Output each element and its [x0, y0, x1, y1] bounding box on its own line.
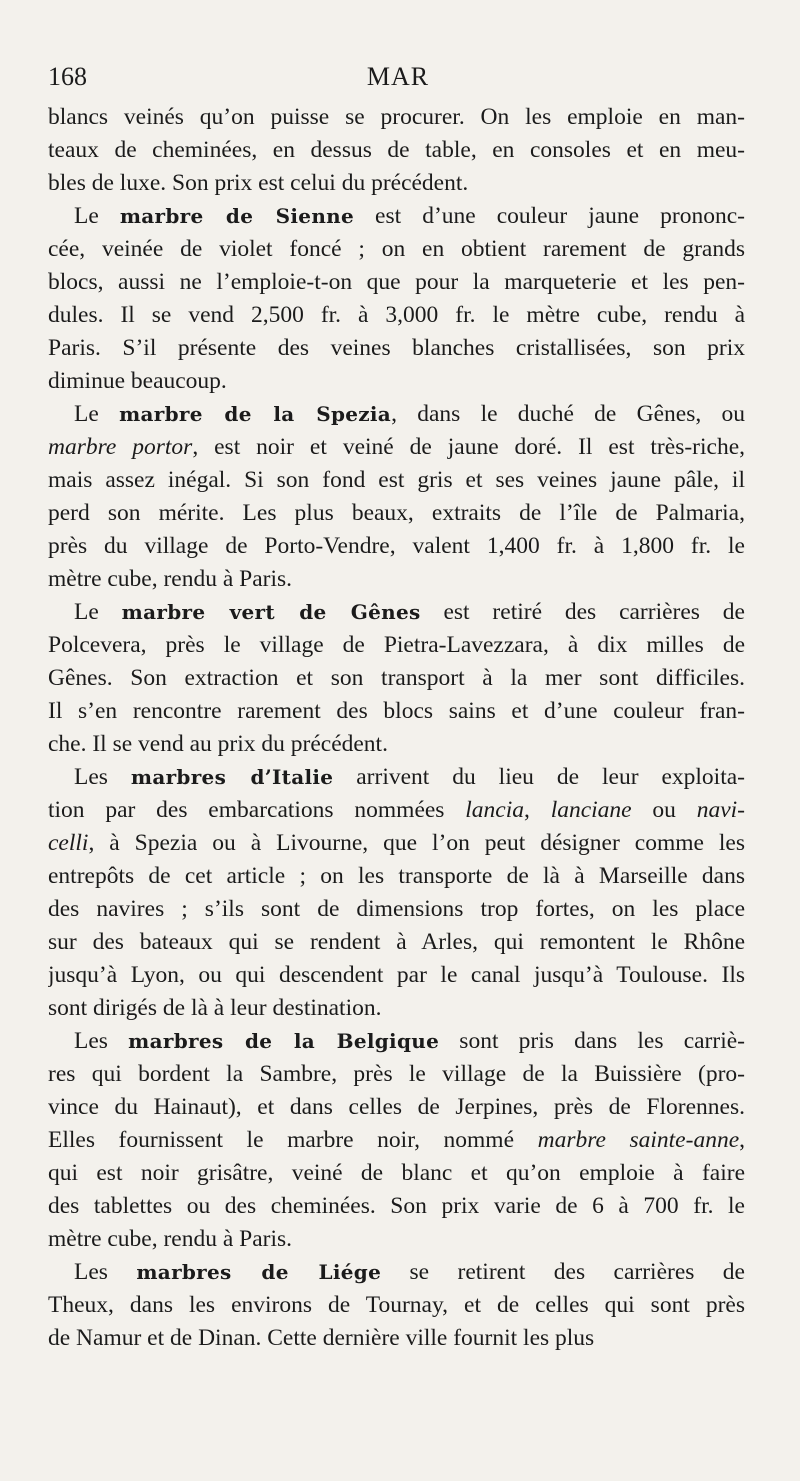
text-line — [48, 629, 745, 662]
text-line — [48, 530, 745, 563]
italic-term: marbre portor — [48, 434, 193, 460]
paragraph — [48, 761, 745, 1025]
text-run: Il s’en rencontre rarement des blocs sains et d’une couleur fran- — [48, 698, 745, 724]
text-line — [48, 596, 745, 629]
text-line — [48, 497, 745, 530]
text-run: jusqu’à Lyon, ou qui descendent par le canal jusqu’à Toulouse. Ils — [48, 962, 745, 988]
text-run: de Namur et de Dinan. Cette dernière ville fournit les plus — [48, 1325, 595, 1351]
text-line — [48, 332, 745, 365]
running-head: MAR — [366, 62, 430, 91]
text-run: Le — [74, 599, 122, 625]
italic-term: lanciane — [550, 797, 632, 823]
text-run: diminue beaucoup. — [48, 368, 227, 394]
text-run: Les — [74, 1259, 137, 1285]
text-run: se retirent des carrières de — [381, 1259, 745, 1285]
text-run: qui est noir grisâtre, veiné de blanc et qu’on emploie à faire — [48, 1160, 745, 1186]
paragraph — [48, 101, 745, 200]
italic-term: lancia — [465, 797, 524, 823]
text-run: sur des bateaux qui se rendent à Arles, qui remontent le Rhône — [48, 929, 745, 955]
text-run: tion par des embarcations nommées — [48, 797, 466, 823]
text-run: res qui bordent la Sambre, près le village de la Buissière (pro- — [48, 1061, 745, 1087]
text-run: Les — [74, 1028, 129, 1054]
bold-term: marbre de la Spezia — [119, 402, 392, 426]
bold-term: marbres de Liége — [136, 1260, 382, 1284]
text-line — [48, 662, 745, 695]
text-line — [48, 464, 745, 497]
paragraph — [48, 200, 745, 398]
text-line — [48, 728, 745, 761]
text-run: Theux, dans les environs de Tournay, et de celles qui sont près — [48, 1292, 745, 1318]
text-run: près du village de Porto-Vendre, valent 1,400 fr. à 1,800 fr. le — [48, 533, 745, 559]
text-line — [48, 761, 745, 794]
italic-term: navi- — [696, 797, 745, 823]
text-run: Gênes. Son extraction et son transport à la mer sont difficiles. — [48, 665, 745, 691]
page-header — [48, 62, 748, 96]
text-line — [48, 1058, 745, 1091]
text-line — [48, 1025, 745, 1058]
bold-term: marbres de la Belgique — [128, 1029, 440, 1053]
text-run: blocs, aussi ne l’emploie-t-on que pour la marqueterie et les pen- — [48, 269, 745, 295]
text-run: Le — [74, 203, 120, 229]
text-run: des navires ; s’ils sont de dimensions trop fortes, on les place — [48, 896, 745, 922]
paragraph — [48, 596, 745, 761]
text-line — [48, 101, 745, 134]
text-run: des tablettes ou des cheminées. Son prix varie de 6 à 700 fr. le — [48, 1193, 745, 1219]
text-line — [48, 1322, 745, 1355]
text-line — [48, 200, 745, 233]
text-line — [48, 959, 745, 992]
paragraph — [48, 1025, 745, 1256]
text-run: blancs veinés qu’on puisse se procurer. On les emploie en man- — [48, 104, 745, 130]
paragraph — [48, 398, 745, 596]
text-line — [48, 926, 745, 959]
text-run: mètre cube, rendu à Paris. — [48, 1226, 293, 1252]
text-line — [48, 563, 745, 596]
text-line — [48, 1157, 745, 1190]
text-run: sont pris dans les carriè- — [439, 1028, 745, 1054]
text-run: , à Spezia ou à Livourne, que l’on peut désigner comme les — [88, 830, 745, 856]
italic-term: celli — [48, 830, 89, 856]
text-run: mais assez inégal. Si son fond est gris et ses veines jaune pâle, il — [48, 467, 745, 493]
text-line — [48, 266, 745, 299]
text-run: arrivent du lieu de leur exploita- — [333, 764, 745, 790]
text-run: dules. Il se vend 2,500 fr. à 3,000 fr. le mètre cube, rendu à — [48, 302, 745, 328]
text-run: Le — [74, 401, 120, 427]
text-line — [48, 860, 745, 893]
text-line — [48, 134, 745, 167]
text-run: vince du Hainaut), et dans celles de Jerpines, près de Florennes. — [48, 1094, 745, 1120]
text-line — [48, 695, 745, 728]
text-line — [48, 299, 745, 332]
text-run: , dans le duché de Gênes, ou — [391, 401, 745, 427]
text-run: est retiré des carrières de — [420, 599, 745, 625]
page-body — [48, 101, 745, 1355]
paragraph — [48, 1256, 745, 1355]
text-run: mètre cube, rendu à Paris. — [48, 566, 293, 592]
text-line — [48, 1256, 745, 1289]
text-run: cée, veinée de violet foncé ; on en obtient rarement de grands — [48, 236, 745, 262]
text-run: sont dirigés de là à leur destination. — [48, 995, 382, 1021]
text-line — [48, 794, 745, 827]
bold-term: marbre vert de Gênes — [121, 600, 421, 624]
text-line — [48, 1124, 745, 1157]
text-run: entrepôts de cet article ; on les transporte de là à Marseille dans — [48, 863, 745, 889]
text-line — [48, 1091, 745, 1124]
page-number: 168 — [48, 62, 87, 91]
text-run: bles de luxe. Son prix est celui du précédent. — [48, 170, 469, 196]
text-run: Polcevera, près le village de Pietra-Lavezzara, à dix milles de — [48, 632, 745, 658]
text-line — [48, 233, 745, 266]
text-run: , — [739, 1127, 745, 1153]
text-line — [48, 167, 745, 200]
text-run: perd son mérite. Les plus beaux, extraits de l’île de Palmaria, — [48, 500, 745, 526]
text-run: teaux de cheminées, en dessus de table, en consoles et en meu- — [48, 137, 745, 163]
text-line — [48, 398, 745, 431]
text-run: Paris. S’il présente des veines blanches cristallisées, son prix — [48, 335, 745, 361]
text-line — [48, 893, 745, 926]
text-line — [48, 827, 745, 860]
text-line — [48, 1289, 745, 1322]
text-run: , est noir et veiné de jaune doré. Il est très-riche, — [192, 434, 745, 460]
bold-term: marbre de Sienne — [119, 204, 355, 228]
text-line — [48, 431, 745, 464]
text-run: ou — [631, 797, 697, 823]
bold-term: marbres d’Italie — [130, 765, 334, 789]
text-run: che. Il se vend au prix du précédent. — [48, 731, 388, 757]
text-line — [48, 1223, 745, 1256]
text-line — [48, 992, 745, 1025]
text-run: , — [524, 797, 551, 823]
text-line — [48, 1190, 745, 1223]
text-run: Les — [74, 764, 131, 790]
text-run: est d’une couleur jaune prononc- — [354, 203, 745, 229]
text-run: Elles fournissent le marbre noir, nommé — [48, 1127, 538, 1153]
text-line — [48, 365, 745, 398]
italic-term: marbre sainte-anne — [537, 1127, 740, 1153]
